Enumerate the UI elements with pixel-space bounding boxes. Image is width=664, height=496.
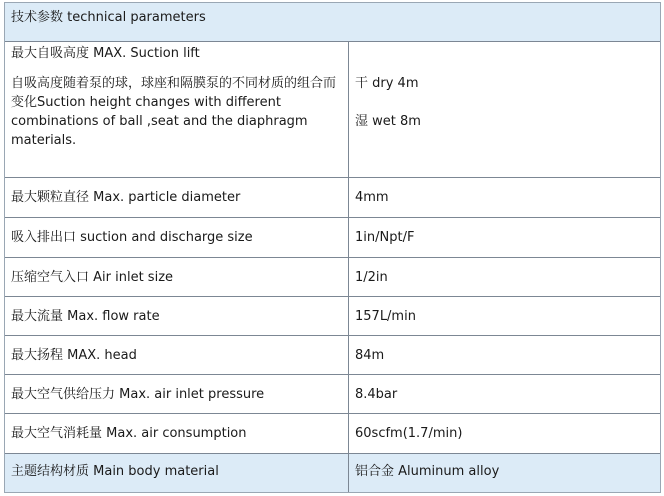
table-title: 技术参数 technical parameters: [11, 10, 206, 25]
table-row: [5, 296, 660, 335]
suction-lift-label-cell: [5, 42, 348, 177]
suction-lift-label: 最大自吸高度 MAX. Suction lift: [11, 46, 200, 61]
param-value: 1/2in: [348, 258, 660, 296]
param-value: 4mm: [348, 178, 660, 217]
param-label: 吸入排出口 suction and discharge size: [11, 230, 253, 245]
table-row: [5, 177, 660, 217]
table-row: [5, 257, 660, 296]
table-row: [5, 217, 660, 257]
param-label: 压缩空气入口 Air inlet size: [11, 269, 174, 285]
param-value: 157L/min: [348, 297, 660, 335]
param-value: 8.4bar: [348, 375, 660, 413]
suction-lift-note: 自吸高度随着泵的球，球座和隔膜泵的不同材质的组合而变化Suction height changes with different combinations of ball ,seat and the diaphragm materials.: [11, 76, 337, 148]
suction-lift-wet: 湿 wet 8m: [355, 114, 421, 129]
param-label: 最大颗粒直径 Max. particle diameter: [11, 190, 241, 205]
param-label: 最大空气供给压力 Max. air inlet pressure: [11, 386, 265, 402]
param-label: 最大空气消耗量 Max. air consumption: [11, 426, 247, 441]
table-row: [5, 453, 660, 492]
param-value: 60scfm(1.7/min): [348, 414, 660, 453]
technical-parameters-table: [4, 2, 661, 493]
table-row: [5, 335, 660, 374]
param-value: 铝合金 Aluminum alloy: [348, 454, 660, 492]
param-label: 最大扬程 MAX. head: [11, 347, 137, 363]
param-value: 84m: [348, 336, 660, 374]
table-header-row: [5, 3, 660, 41]
suction-lift-dry: 干 dry 4m: [355, 76, 419, 91]
suction-lift-value-cell: [348, 42, 660, 177]
param-label: 最大流量 Max. flow rate: [11, 308, 160, 324]
table-row: [5, 374, 660, 413]
suction-lift-row: [5, 41, 660, 177]
param-label: 主题结构材质 Main body material: [11, 464, 219, 479]
param-value: 1in/Npt/F: [348, 218, 660, 257]
table-row: [5, 413, 660, 453]
